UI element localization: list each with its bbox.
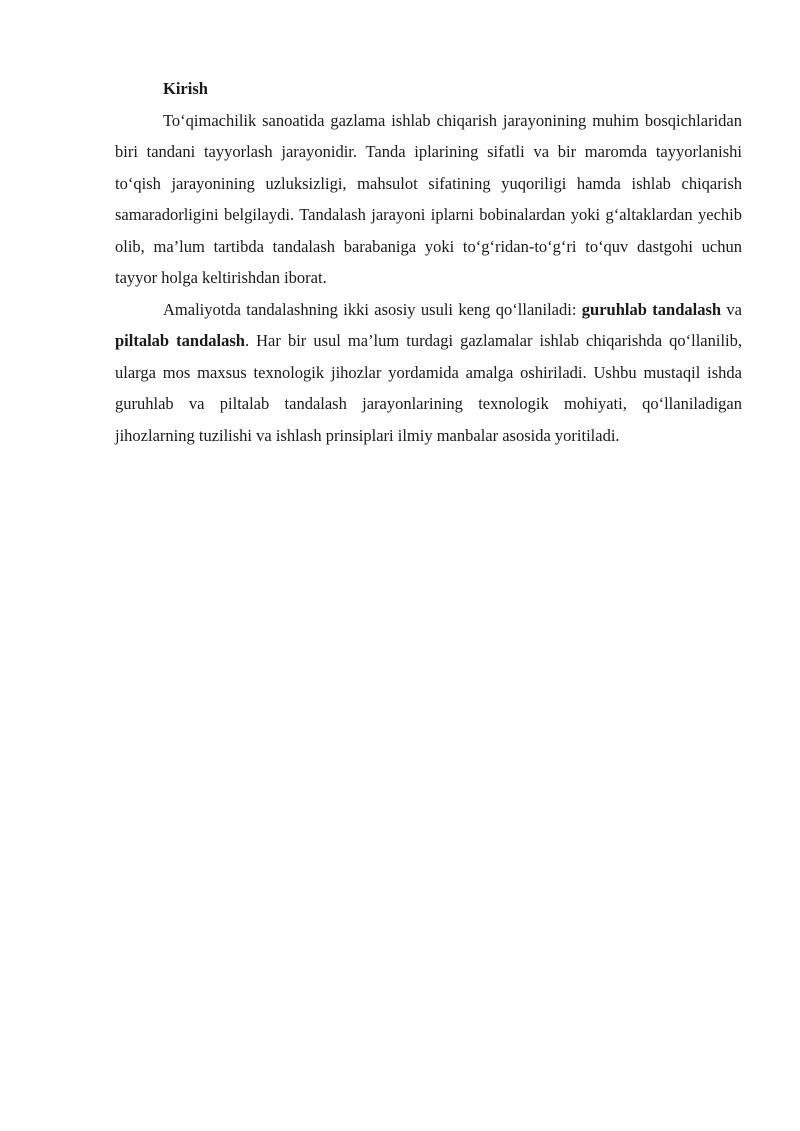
term-section-warping: piltalab tandalash xyxy=(115,331,245,350)
methods-text-2: va xyxy=(721,299,742,319)
methods-paragraph xyxy=(115,294,742,452)
section-heading: Kirish xyxy=(163,79,208,98)
methods-text-1: Amaliyotda tandalashning ikki asosiy usuli keng qo‘llaniladi: xyxy=(163,299,582,319)
term-group-warping: guruhlab tandalash xyxy=(581,299,722,319)
intro-paragraph: To‘qimachilik sanoatida gazlama ishlab chiqarish jarayonining muhim bosqichlaridan biri tandani tayyorlash jarayonidir. Tanda iplarining sifatli va bir maromda tayyorlanishi to‘qish jarayonining uzluksizligi, mahsulot sifatining yuqoriligi hamda ishlab chiqarish samaradorligini belgilaydi. Tandalash jarayoni iplarni bobinalardan yoki g‘altaklardan yechib olib, ma’lum tartibda tandalash barabaniga yoki to‘g‘ridan-to‘g‘ri to‘quv dastgohi uchun tayyor holga keltirishdan iborat. xyxy=(115,110,742,287)
methods-text-3: . Har bir usul ma’lum turdagi gazlamalar ishlab chiqarishda qo‘llanilib, ularga mos maxsus texnologik jihozlar yordamida amalga oshiriladi. Ushbu mustaqil ishda guruhlab va piltalab tandalash jarayonlarining texnologik mohiyati, qo‘llaniladigan jihozlarning tuzilishi va ishlash prinsiplari ilmiy manbalar asosida yoritiladi. xyxy=(115,331,742,445)
document-body xyxy=(115,73,742,451)
